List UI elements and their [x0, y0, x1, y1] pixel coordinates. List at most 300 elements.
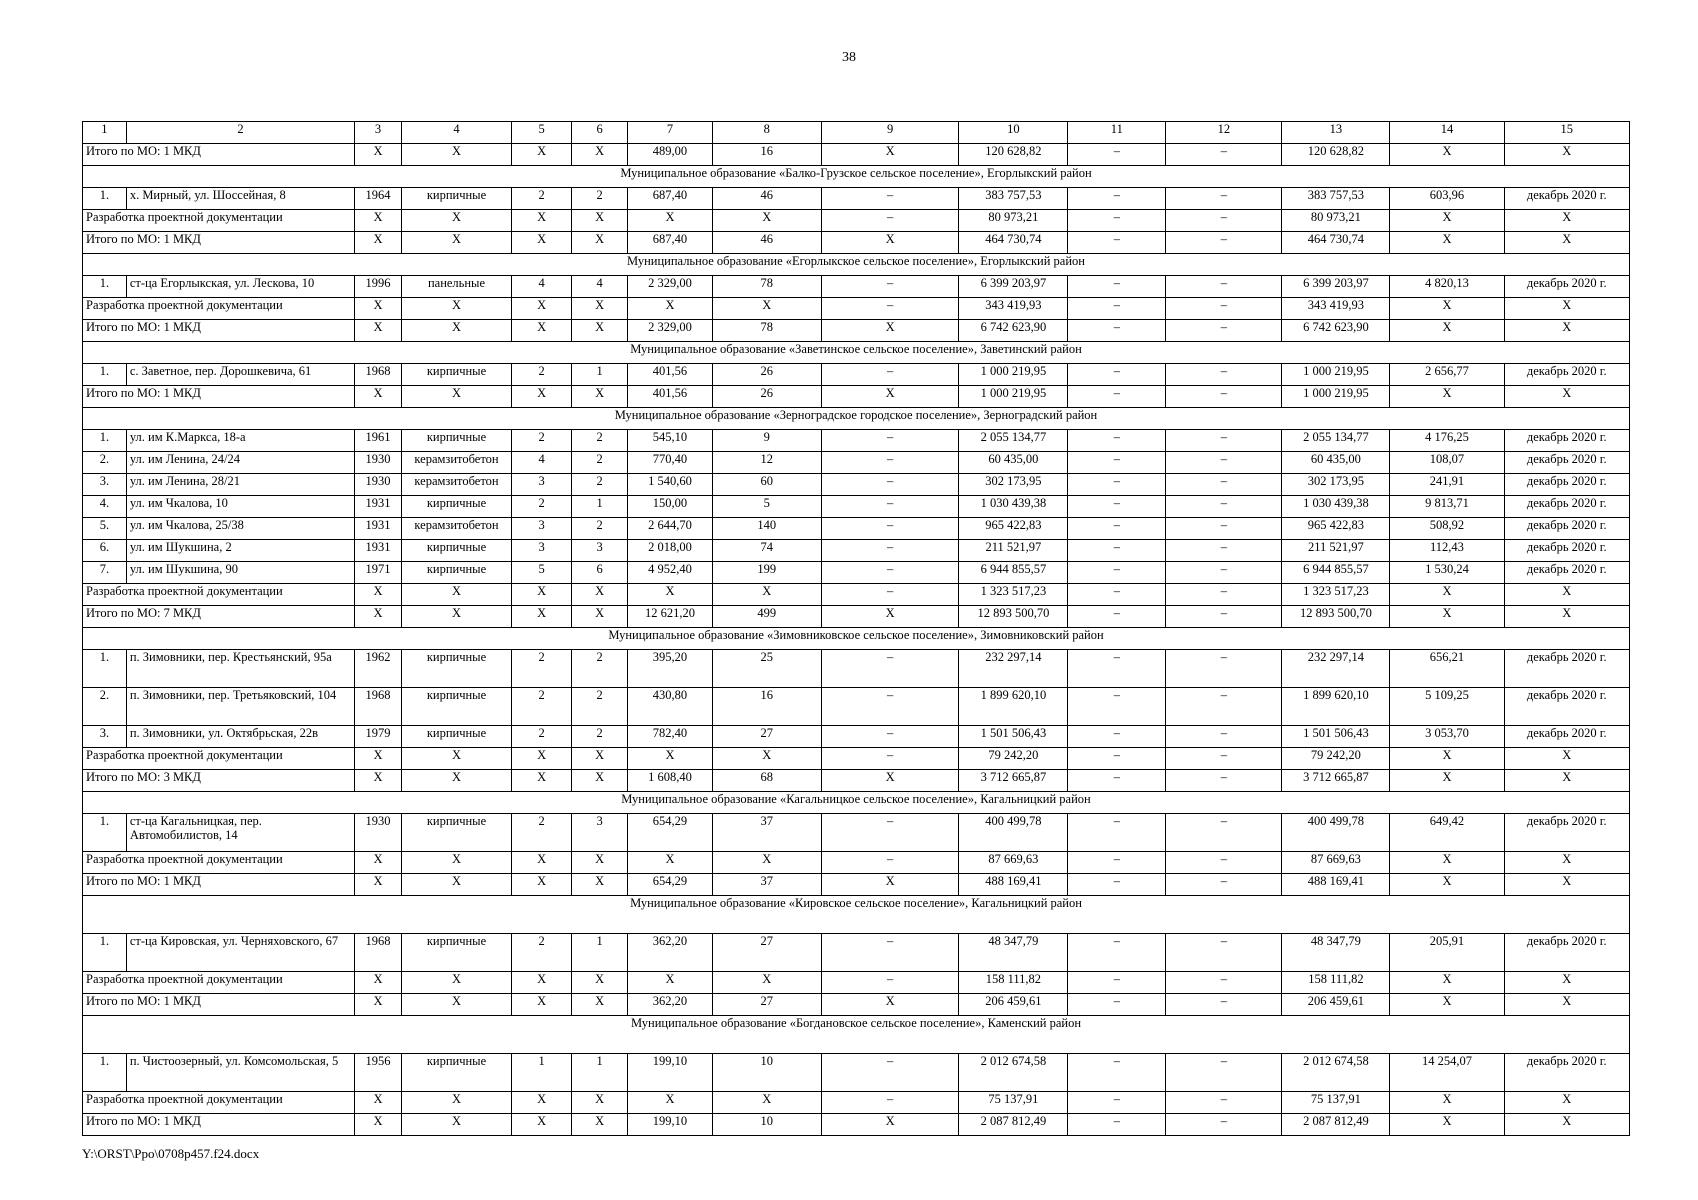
table-cell: 2: [512, 430, 572, 452]
table-cell: 401,56: [628, 364, 713, 386]
row-label: Итого по МО: 1 МКД: [83, 144, 355, 166]
table-cell: декабрь 2020 г.: [1504, 518, 1629, 540]
table-cell: 16: [712, 144, 821, 166]
address-cell: ул. им К.Маркса, 18-а: [126, 430, 354, 452]
table-cell: –: [821, 1092, 959, 1114]
table-cell: –: [1166, 210, 1282, 232]
table-cell: X: [821, 994, 959, 1016]
table-cell: X: [1390, 584, 1504, 606]
table-cell: 6 742 623,90: [959, 320, 1068, 342]
summary-row: [83, 584, 1630, 606]
table-cell: 78: [712, 276, 821, 298]
table-cell: –: [1068, 726, 1166, 748]
table-cell: –: [1068, 386, 1166, 408]
column-header: 4: [401, 122, 511, 144]
table-cell: 6: [572, 562, 628, 584]
row-label: Итого по МО: 1 МКД: [83, 994, 355, 1016]
summary-row: [83, 1114, 1630, 1136]
table-cell: –: [1068, 232, 1166, 254]
table-cell: –: [1166, 364, 1282, 386]
table-cell: 75 137,91: [959, 1092, 1068, 1114]
table-cell: –: [821, 688, 959, 726]
table-cell: 3 712 665,87: [959, 770, 1068, 792]
table-cell: 120 628,82: [1282, 144, 1390, 166]
table-cell: 3: [512, 474, 572, 496]
table-cell: –: [1166, 540, 1282, 562]
table-cell: 383 757,53: [959, 188, 1068, 210]
table-cell: 464 730,74: [959, 232, 1068, 254]
table-cell: 1 540,60: [628, 474, 713, 496]
table-cell: –: [821, 584, 959, 606]
table-cell: –: [1166, 298, 1282, 320]
table-cell: –: [1166, 874, 1282, 896]
table-cell: 400 499,78: [959, 814, 1068, 852]
table-cell: X: [512, 748, 572, 770]
table-cell: –: [1166, 474, 1282, 496]
table-cell: X: [712, 210, 821, 232]
table-cell: 2: [572, 188, 628, 210]
table-cell: 1930: [355, 452, 402, 474]
table-cell: 75 137,91: [1282, 1092, 1390, 1114]
table-cell: –: [1166, 814, 1282, 852]
table-cell: 508,92: [1390, 518, 1504, 540]
column-header: 1: [83, 122, 127, 144]
municipality-header: Муниципальное образование «Зерноградское городское поселение», Зерноградский район: [83, 408, 1630, 430]
table-row: [83, 474, 1630, 496]
table-cell: –: [1068, 688, 1166, 726]
table-cell: X: [355, 1114, 402, 1136]
table-cell: X: [572, 210, 628, 232]
table-cell: –: [1166, 852, 1282, 874]
table-cell: 48 347,79: [959, 934, 1068, 972]
table-cell: X: [821, 320, 959, 342]
table-row: [83, 430, 1630, 452]
municipality-header: Муниципальное образование «Кагальницкое сельское поселение», Кагальницкий район: [83, 792, 1630, 814]
row-number: 1.: [83, 430, 127, 452]
table-cell: 87 669,63: [959, 852, 1068, 874]
table-cell: 2 329,00: [628, 276, 713, 298]
table-cell: 241,91: [1390, 474, 1504, 496]
table-cell: 1: [572, 364, 628, 386]
table-cell: –: [1068, 770, 1166, 792]
table-cell: 211 521,97: [1282, 540, 1390, 562]
table-cell: X: [1504, 320, 1629, 342]
table-cell: кирпичные: [401, 814, 511, 852]
table-cell: кирпичные: [401, 430, 511, 452]
table-cell: –: [1166, 688, 1282, 726]
table-cell: декабрь 2020 г.: [1504, 726, 1629, 748]
table-cell: –: [1068, 320, 1166, 342]
table-cell: X: [1504, 852, 1629, 874]
table-cell: 46: [712, 232, 821, 254]
row-number: 1.: [83, 934, 127, 972]
table-cell: 4 952,40: [628, 562, 713, 584]
table-cell: –: [1068, 874, 1166, 896]
table-cell: X: [1504, 874, 1629, 896]
table-cell: X: [401, 994, 511, 1016]
address-cell: ул. им Чкалова, 25/38: [126, 518, 354, 540]
table-cell: 687,40: [628, 188, 713, 210]
table-cell: –: [1068, 972, 1166, 994]
table-cell: декабрь 2020 г.: [1504, 276, 1629, 298]
table-cell: 1968: [355, 364, 402, 386]
table-cell: 199,10: [628, 1054, 713, 1092]
table-cell: 80 973,21: [1282, 210, 1390, 232]
summary-row: [83, 320, 1630, 342]
table-cell: 48 347,79: [1282, 934, 1390, 972]
table-cell: –: [1068, 934, 1166, 972]
table-body: [83, 144, 1630, 1136]
table-cell: –: [1166, 562, 1282, 584]
table-cell: X: [355, 748, 402, 770]
table-cell: X: [821, 606, 959, 628]
table-cell: X: [1390, 874, 1504, 896]
table-cell: X: [355, 770, 402, 792]
table-cell: X: [1390, 770, 1504, 792]
table-cell: 1931: [355, 540, 402, 562]
table-cell: 158 111,82: [1282, 972, 1390, 994]
footer-file-path: Y:\ORST\Ppo\0708p457.f24.docx: [82, 1146, 260, 1161]
table-cell: 26: [712, 364, 821, 386]
table-cell: X: [1504, 770, 1629, 792]
table-cell: X: [712, 852, 821, 874]
table-cell: 499: [712, 606, 821, 628]
table-cell: –: [821, 972, 959, 994]
table-cell: декабрь 2020 г.: [1504, 452, 1629, 474]
table-cell: X: [572, 320, 628, 342]
table-cell: X: [1390, 994, 1504, 1016]
table-cell: X: [401, 1092, 511, 1114]
summary-row: [83, 606, 1630, 628]
table-cell: X: [1504, 606, 1629, 628]
table-cell: 4 176,25: [1390, 430, 1504, 452]
table-cell: –: [1166, 748, 1282, 770]
table-cell: 25: [712, 650, 821, 688]
summary-row: [83, 1092, 1630, 1114]
table-cell: 5: [712, 496, 821, 518]
column-header: 7: [628, 122, 713, 144]
table-cell: 1 530,24: [1390, 562, 1504, 584]
table-cell: –: [821, 298, 959, 320]
table-cell: 79 242,20: [959, 748, 1068, 770]
table-cell: –: [1166, 1092, 1282, 1114]
column-header: 2: [126, 122, 354, 144]
municipality-header: Муниципальное образование «Богдановское сельское поселение», Каменский район: [83, 1016, 1630, 1054]
table-cell: 687,40: [628, 232, 713, 254]
address-cell: с. Заветное, пер. Дорошкевича, 61: [126, 364, 354, 386]
table-cell: 140: [712, 518, 821, 540]
table-cell: X: [628, 210, 713, 232]
table-cell: 112,43: [1390, 540, 1504, 562]
table-cell: 4: [572, 276, 628, 298]
table-cell: –: [821, 748, 959, 770]
row-label: Разработка проектной документации: [83, 584, 355, 606]
table-cell: декабрь 2020 г.: [1504, 540, 1629, 562]
row-label: Разработка проектной документации: [83, 972, 355, 994]
table-cell: 16: [712, 688, 821, 726]
table-cell: 2: [512, 496, 572, 518]
table-cell: кирпичные: [401, 934, 511, 972]
table-cell: X: [512, 1092, 572, 1114]
table-cell: 199: [712, 562, 821, 584]
municipality-header: Муниципальное образование «Зимовниковское сельское поселение», Зимовниковский район: [83, 628, 1630, 650]
table-cell: 2 018,00: [628, 540, 713, 562]
column-header: 5: [512, 122, 572, 144]
table-cell: X: [355, 320, 402, 342]
table-cell: X: [572, 584, 628, 606]
table-row: [83, 496, 1630, 518]
table-cell: –: [1166, 430, 1282, 452]
table-cell: X: [1390, 972, 1504, 994]
table-cell: 12: [712, 452, 821, 474]
table-cell: декабрь 2020 г.: [1504, 496, 1629, 518]
summary-row: [83, 994, 1630, 1016]
row-label: Разработка проектной документации: [83, 748, 355, 770]
row-number: 2.: [83, 452, 127, 474]
table-cell: декабрь 2020 г.: [1504, 430, 1629, 452]
table-cell: 2 055 134,77: [959, 430, 1068, 452]
table-cell: –: [1068, 298, 1166, 320]
table-cell: 1 899 620,10: [1282, 688, 1390, 726]
row-label: Итого по МО: 7 МКД: [83, 606, 355, 628]
address-cell: п. Чистоозерный, ул. Комсомольская, 5: [126, 1054, 354, 1092]
table-cell: 1: [512, 1054, 572, 1092]
table-cell: X: [512, 770, 572, 792]
table-cell: 60: [712, 474, 821, 496]
table-cell: –: [1166, 606, 1282, 628]
table-cell: X: [628, 298, 713, 320]
table-cell: декабрь 2020 г.: [1504, 688, 1629, 726]
table-cell: –: [1068, 562, 1166, 584]
table-cell: 3 712 665,87: [1282, 770, 1390, 792]
table-cell: 12 621,20: [628, 606, 713, 628]
table-cell: –: [1166, 726, 1282, 748]
table-cell: 150,00: [628, 496, 713, 518]
table-cell: 654,29: [628, 814, 713, 852]
column-header: 13: [1282, 122, 1390, 144]
table-cell: X: [821, 770, 959, 792]
table-cell: –: [1068, 650, 1166, 688]
row-number: 1.: [83, 188, 127, 210]
summary-row: [83, 232, 1630, 254]
table-cell: X: [1504, 298, 1629, 320]
table-cell: декабрь 2020 г.: [1504, 474, 1629, 496]
table-cell: 2: [572, 452, 628, 474]
table-cell: –: [1068, 814, 1166, 852]
table-cell: –: [1166, 276, 1282, 298]
column-header: 6: [572, 122, 628, 144]
section-header-row: [83, 1016, 1630, 1054]
table-cell: –: [821, 364, 959, 386]
table-cell: –: [821, 276, 959, 298]
table-cell: –: [1068, 474, 1166, 496]
table-cell: декабрь 2020 г.: [1504, 650, 1629, 688]
table-cell: X: [512, 210, 572, 232]
table-cell: 206 459,61: [1282, 994, 1390, 1016]
table-cell: X: [572, 874, 628, 896]
table-row: [83, 726, 1630, 748]
table-cell: 1961: [355, 430, 402, 452]
table-cell: 2: [512, 688, 572, 726]
table-cell: X: [821, 232, 959, 254]
table-cell: X: [821, 386, 959, 408]
row-label: Разработка проектной документации: [83, 210, 355, 232]
table-cell: –: [1068, 210, 1166, 232]
table-cell: декабрь 2020 г.: [1504, 562, 1629, 584]
table-cell: 2: [512, 188, 572, 210]
table-cell: 4: [512, 276, 572, 298]
table-cell: кирпичные: [401, 364, 511, 386]
table-cell: кирпичные: [401, 188, 511, 210]
table-cell: 302 173,95: [1282, 474, 1390, 496]
table-cell: –: [1166, 994, 1282, 1016]
section-header-row: [83, 342, 1630, 364]
column-header: 9: [821, 122, 959, 144]
table-cell: 2: [512, 814, 572, 852]
table-cell: X: [512, 386, 572, 408]
table-row: [83, 452, 1630, 474]
summary-row: [83, 874, 1630, 896]
table-cell: –: [1068, 606, 1166, 628]
table-cell: –: [1166, 1054, 1282, 1092]
table-row: [83, 650, 1630, 688]
table-cell: 1 030 439,38: [1282, 496, 1390, 518]
table-cell: 2: [512, 934, 572, 972]
table-cell: X: [1504, 210, 1629, 232]
row-label: Итого по МО: 1 МКД: [83, 1114, 355, 1136]
address-cell: ст-ца Кагальницкая, пер. Автомобилистов, 14: [126, 814, 354, 852]
address-cell: ст-ца Кировская, ул. Черняховского, 67: [126, 934, 354, 972]
address-cell: ул. им Шукшина, 90: [126, 562, 354, 584]
table-cell: 1964: [355, 188, 402, 210]
column-header: 3: [355, 122, 402, 144]
table-cell: 5 109,25: [1390, 688, 1504, 726]
table-cell: –: [821, 188, 959, 210]
table-cell: 14 254,07: [1390, 1054, 1504, 1092]
row-label: Итого по МО: 1 МКД: [83, 232, 355, 254]
table-row: [83, 276, 1630, 298]
table-cell: X: [628, 972, 713, 994]
table-cell: X: [1504, 144, 1629, 166]
table-cell: декабрь 2020 г.: [1504, 1054, 1629, 1092]
address-cell: п. Зимовники, пер. Третьяковский, 104: [126, 688, 354, 726]
table-cell: X: [401, 748, 511, 770]
table-cell: –: [821, 650, 959, 688]
section-header-row: [83, 628, 1630, 650]
row-label: Итого по МО: 3 МКД: [83, 770, 355, 792]
table-cell: X: [712, 584, 821, 606]
table-cell: –: [1068, 584, 1166, 606]
table-cell: 120 628,82: [959, 144, 1068, 166]
table-cell: X: [712, 298, 821, 320]
table-cell: декабрь 2020 г.: [1504, 814, 1629, 852]
table-cell: 6 944 855,57: [959, 562, 1068, 584]
table-cell: 2 644,70: [628, 518, 713, 540]
table-cell: 1 000 219,95: [959, 386, 1068, 408]
table-cell: кирпичные: [401, 1054, 511, 1092]
table-cell: X: [1390, 386, 1504, 408]
row-label: Разработка проектной документации: [83, 298, 355, 320]
table-cell: 2 656,77: [1390, 364, 1504, 386]
table-cell: 108,07: [1390, 452, 1504, 474]
table-cell: 37: [712, 814, 821, 852]
summary-row: [83, 298, 1630, 320]
table-cell: –: [821, 496, 959, 518]
table-cell: –: [1166, 972, 1282, 994]
table-cell: X: [401, 144, 511, 166]
table-cell: X: [1390, 1092, 1504, 1114]
table-cell: 2: [572, 650, 628, 688]
table-cell: панельные: [401, 276, 511, 298]
table-cell: X: [1390, 320, 1504, 342]
table-cell: –: [1068, 276, 1166, 298]
table-row: [83, 364, 1630, 386]
municipality-header: Муниципальное образование «Балко-Грузское сельское поселение», Егорлыкский район: [83, 166, 1630, 188]
table-cell: 2: [572, 688, 628, 726]
table-cell: керамзитобетон: [401, 474, 511, 496]
table-cell: X: [572, 1092, 628, 1114]
table-cell: X: [401, 972, 511, 994]
table-cell: 5: [512, 562, 572, 584]
table-cell: 489,00: [628, 144, 713, 166]
table-cell: 1996: [355, 276, 402, 298]
table-cell: 395,20: [628, 650, 713, 688]
summary-row: [83, 748, 1630, 770]
table-cell: –: [821, 474, 959, 496]
table-cell: 205,91: [1390, 934, 1504, 972]
table-cell: 1931: [355, 496, 402, 518]
table-cell: 1 323 517,23: [959, 584, 1068, 606]
table-cell: 1979: [355, 726, 402, 748]
table-cell: 1968: [355, 934, 402, 972]
summary-row: [83, 210, 1630, 232]
table-cell: X: [355, 874, 402, 896]
table-cell: 1 899 620,10: [959, 688, 1068, 726]
table-cell: X: [572, 994, 628, 1016]
table-cell: 232 297,14: [959, 650, 1068, 688]
table-cell: X: [712, 1092, 821, 1114]
table-cell: 6 399 203,97: [1282, 276, 1390, 298]
table-cell: 60 435,00: [1282, 452, 1390, 474]
table-cell: 1: [572, 1054, 628, 1092]
table-cell: 10: [712, 1114, 821, 1136]
table-cell: декабрь 2020 г.: [1504, 934, 1629, 972]
table-cell: 603,96: [1390, 188, 1504, 210]
table-cell: X: [628, 748, 713, 770]
table-cell: 158 111,82: [959, 972, 1068, 994]
table-cell: кирпичные: [401, 496, 511, 518]
table-cell: X: [572, 770, 628, 792]
row-label: Итого по МО: 1 МКД: [83, 386, 355, 408]
summary-row: [83, 386, 1630, 408]
row-number: 1.: [83, 276, 127, 298]
table-cell: –: [821, 430, 959, 452]
table-cell: 782,40: [628, 726, 713, 748]
table-cell: 9: [712, 430, 821, 452]
table-cell: X: [1504, 1092, 1629, 1114]
table-cell: –: [821, 852, 959, 874]
column-header: 10: [959, 122, 1068, 144]
table-cell: 545,10: [628, 430, 713, 452]
table-cell: 37: [712, 874, 821, 896]
row-number: 7.: [83, 562, 127, 584]
municipality-header: Муниципальное образование «Егорлыкское сельское поселение», Егорлыкский район: [83, 254, 1630, 276]
table-cell: 87 669,63: [1282, 852, 1390, 874]
table-cell: 2 055 134,77: [1282, 430, 1390, 452]
table-cell: X: [1504, 748, 1629, 770]
section-header-row: [83, 792, 1630, 814]
table-cell: 6 399 203,97: [959, 276, 1068, 298]
